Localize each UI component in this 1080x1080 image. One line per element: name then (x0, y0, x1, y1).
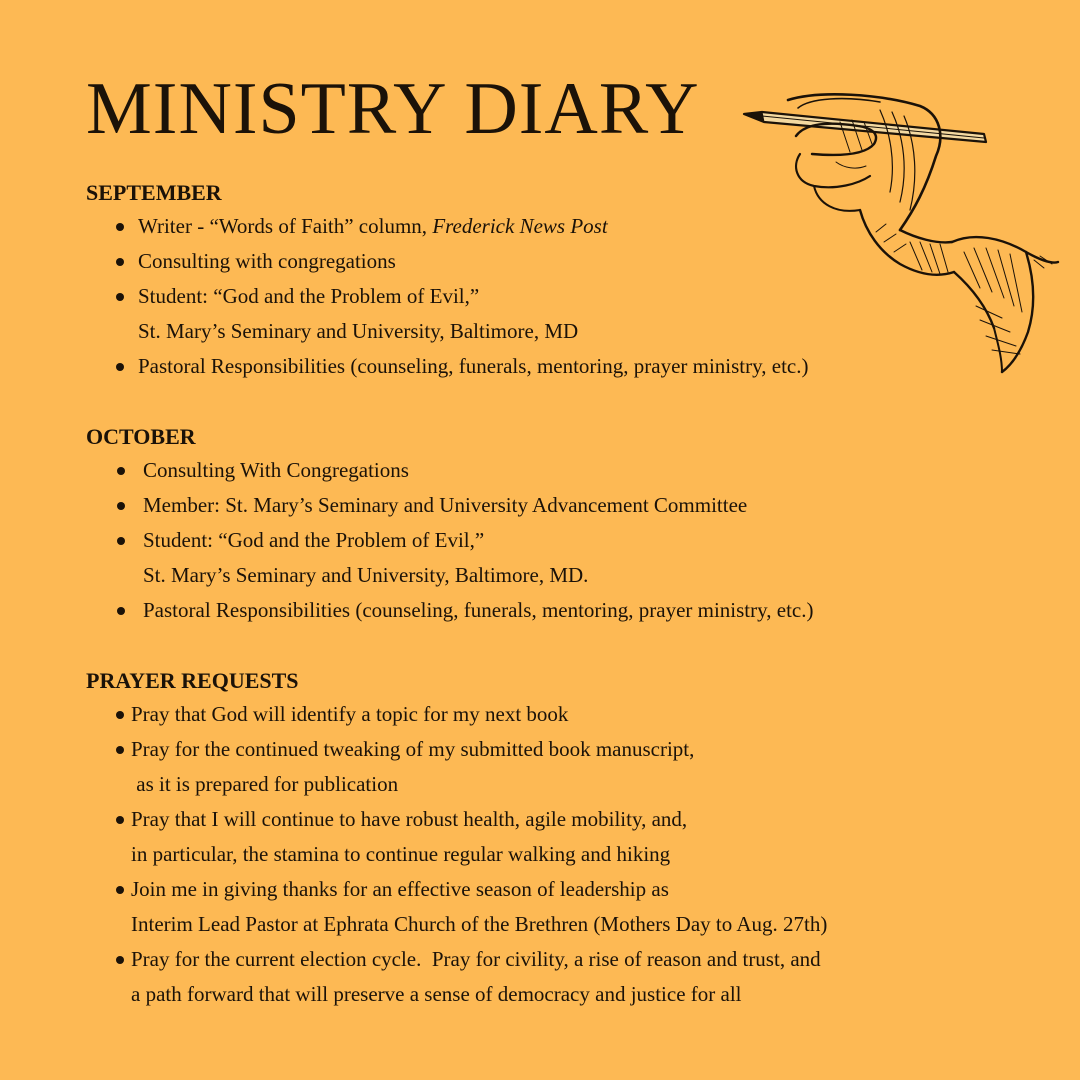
september-section (86, 180, 809, 384)
list-item-text: Join me in giving thanks for an effective season of leadership as (131, 877, 669, 901)
bullet-icon (116, 816, 124, 824)
list-item-text: Pray that I will continue to have robust health, agile mobility, and, (131, 807, 688, 831)
prayer-requests-list (86, 697, 827, 1012)
list-item-text: Pastoral Responsibilities (counseling, funerals, mentoring, prayer ministry, etc.) (138, 354, 809, 378)
list-item (86, 802, 827, 872)
prayer-requests-heading: PRAYER REQUESTS (86, 668, 299, 693)
october-heading: OCTOBER (86, 424, 196, 449)
list-item-text: Pastoral Responsibilities (counseling, funerals, mentoring, prayer ministry, etc.) (143, 598, 814, 622)
list-item (86, 732, 827, 802)
list-item (86, 872, 827, 942)
list-item-text: a path forward that will preserve a sense of democracy and justice for all (131, 982, 742, 1006)
bullet-icon (116, 711, 124, 719)
list-item-text: Consulting with congregations (138, 249, 396, 273)
list-item-text: Member: St. Mary’s Seminary and University Advancement Committee (143, 493, 748, 517)
bullet-icon (117, 467, 125, 475)
list-item (86, 488, 814, 523)
september-heading: SEPTEMBER (86, 180, 222, 205)
list-item-text: Pray for the continued tweaking of my submitted book manuscript, (131, 737, 695, 761)
list-item-text: Interim Lead Pastor at Ephrata Church of the Brethren (Mothers Day to Aug. 27th) (131, 912, 828, 936)
bullet-icon (116, 886, 124, 894)
list-item-text: as it is prepared for publication (131, 772, 399, 796)
october-section (86, 424, 814, 628)
bullet-icon (116, 293, 124, 301)
october-list (86, 453, 814, 628)
bullet-icon (117, 537, 125, 545)
bullet-icon (116, 746, 124, 754)
list-item-text: Pray for the current election cycle. Pray for civility, a rise of reason and trust, and (131, 947, 821, 971)
list-item (86, 279, 809, 349)
list-item-text: Student: “God and the Problem of Evil,” (143, 528, 485, 552)
list-item-text: Pray that God will identify a topic for my next book (131, 702, 569, 726)
page-title: MINISTRY DIARY (86, 68, 700, 150)
bullet-icon (117, 502, 125, 510)
list-item-text: St. Mary’s Seminary and University, Baltimore, MD. (143, 563, 589, 587)
list-item (86, 349, 809, 384)
list-item-text: Consulting With Congregations (143, 458, 409, 482)
bullet-icon (116, 258, 124, 266)
list-item (86, 697, 827, 732)
list-item (86, 593, 814, 628)
list-item (86, 244, 809, 279)
bullet-icon (117, 607, 125, 615)
september-list (86, 209, 809, 384)
list-item (86, 942, 827, 1012)
bullet-icon (116, 223, 124, 231)
list-item-text: Student: “God and the Problem of Evil,” (138, 284, 480, 308)
publication-name: Frederick News Post (432, 214, 608, 238)
list-item-text: St. Mary’s Seminary and University, Baltimore, MD (138, 319, 579, 343)
list-item (86, 453, 814, 488)
list-item (86, 523, 814, 593)
list-item-text: Writer - “Words of Faith” column, (138, 214, 433, 238)
bullet-icon (116, 956, 124, 964)
list-item (86, 209, 809, 244)
list-item-text: in particular, the stamina to continue regular walking and hiking (131, 842, 671, 866)
bullet-icon (116, 363, 124, 371)
prayer-requests-section (86, 668, 827, 1012)
